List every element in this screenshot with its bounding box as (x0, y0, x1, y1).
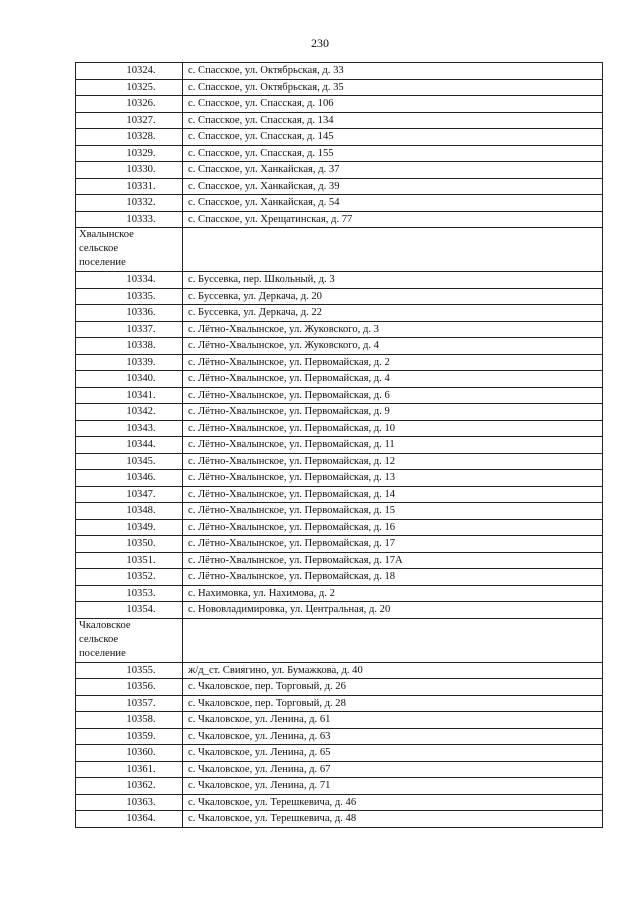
row-number: 10334. (76, 272, 183, 289)
row-number: 10329. (76, 145, 183, 162)
row-number: 10341. (76, 387, 183, 404)
row-number: 10326. (76, 96, 183, 113)
row-number: 10350. (76, 536, 183, 553)
row-address: с. Лётно-Хвалынское, ул. Первомайская, д. 6 (183, 387, 603, 404)
table-row (76, 387, 603, 404)
table-row (76, 420, 603, 437)
row-number: 10364. (76, 811, 183, 828)
row-address: с. Спасское, ул. Ханкайская, д. 37 (183, 162, 603, 179)
row-address: с. Лётно-Хвалынское, ул. Первомайская, д. 14 (183, 486, 603, 503)
row-number: 10330. (76, 162, 183, 179)
row-address: с. Спасское, ул. Октябрьская, д. 35 (183, 79, 603, 96)
row-address: с. Лётно-Хвалынское, ул. Первомайская, д. 10 (183, 420, 603, 437)
table-row (76, 503, 603, 520)
row-number: 10348. (76, 503, 183, 520)
table-row (76, 321, 603, 338)
table-row (76, 211, 603, 228)
row-address: с. Нововладимировка, ул. Центральная, д. 20 (183, 602, 603, 619)
table-row (76, 354, 603, 371)
section-name-line: поселение (79, 257, 126, 268)
table-row (76, 272, 603, 289)
row-address: с. Спасское, ул. Октябрьская, д. 33 (183, 63, 603, 80)
table-row (76, 79, 603, 96)
section-name-line: поселение (79, 647, 126, 659)
row-address: с. Чкаловское, ул. Ленина, д. 67 (183, 761, 603, 778)
page-number: 230 (311, 36, 329, 50)
row-number: 10340. (76, 371, 183, 388)
row-number: 10346. (76, 470, 183, 487)
row-number: 10357. (76, 695, 183, 712)
address-table (75, 62, 603, 828)
table-row (76, 305, 603, 322)
row-number: 10332. (76, 195, 183, 212)
row-address: с. Лётно-Хвалынское, ул. Первомайская, д. 17А (183, 552, 603, 569)
table-row (76, 679, 603, 696)
table-row (76, 486, 603, 503)
row-address: с. Лётно-Хвалынское, ул. Первомайская, д. 18 (183, 569, 603, 586)
row-address: с. Буссевка, ул. Деркача, д. 22 (183, 305, 603, 322)
row-number: 10337. (76, 321, 183, 338)
section-name (76, 618, 183, 662)
table-row (76, 178, 603, 195)
table-row (76, 519, 603, 536)
row-number: 10363. (76, 794, 183, 811)
row-number: 10361. (76, 761, 183, 778)
row-number: 10360. (76, 745, 183, 762)
row-address: с. Лётно-Хвалынское, ул. Первомайская, д. 15 (183, 503, 603, 520)
row-address: с. Лётно-Хвалынское, ул. Первомайская, д. 12 (183, 453, 603, 470)
row-number: 10335. (76, 288, 183, 305)
row-number: 10344. (76, 437, 183, 454)
row-number: 10353. (76, 585, 183, 602)
row-number: 10325. (76, 79, 183, 96)
row-address: с. Лётно-Хвалынское, ул. Жуковского, д. 3 (183, 321, 603, 338)
row-address: с. Лётно-Хвалынское, ул. Первомайская, д. 9 (183, 404, 603, 421)
table-row (76, 662, 603, 679)
row-address: с. Чкаловское, пер. Торговый, д. 26 (183, 679, 603, 696)
section-header-row (76, 618, 603, 662)
table-row (76, 338, 603, 355)
table-row (76, 712, 603, 729)
row-address: с. Нахимовка, ул. Нахимова, д. 2 (183, 585, 603, 602)
table-row (76, 536, 603, 553)
row-address: с. Чкаловское, ул. Ленина, д. 71 (183, 778, 603, 795)
row-address: с. Лётно-Хвалынское, ул. Первомайская, д. 2 (183, 354, 603, 371)
row-number: 10349. (76, 519, 183, 536)
row-address: с. Чкаловское, пер. Торговый, д. 28 (183, 695, 603, 712)
row-number: 10328. (76, 129, 183, 146)
row-number: 10327. (76, 112, 183, 129)
table-row (76, 778, 603, 795)
row-address: с. Спасское, ул. Ханкайская, д. 54 (183, 195, 603, 212)
row-address: с. Спасское, ул. Спасская, д. 134 (183, 112, 603, 129)
row-address: с. Чкаловское, ул. Терешкевича, д. 48 (183, 811, 603, 828)
table-row (76, 470, 603, 487)
row-number: 10345. (76, 453, 183, 470)
row-number: 10339. (76, 354, 183, 371)
row-number: 10333. (76, 211, 183, 228)
row-address: с. Спасское, ул. Хрещатинская, д. 77 (183, 211, 603, 228)
table-row (76, 745, 603, 762)
section-header-row (76, 228, 603, 272)
row-number: 10347. (76, 486, 183, 503)
table-row (76, 195, 603, 212)
table-row (76, 695, 603, 712)
table-row (76, 794, 603, 811)
table-row (76, 569, 603, 586)
table-row (76, 145, 603, 162)
table-row (76, 761, 603, 778)
row-address: с. Буссевка, пер. Школьный, д. 3 (183, 272, 603, 289)
row-address: с. Лётно-Хвалынское, ул. Жуковского, д. 4 (183, 338, 603, 355)
table-row (76, 129, 603, 146)
section-name-line: Чкаловское (79, 619, 131, 631)
row-number: 10336. (76, 305, 183, 322)
table-row (76, 437, 603, 454)
row-address: с. Лётно-Хвалынское, ул. Первомайская, д. 11 (183, 437, 603, 454)
table-row (76, 585, 603, 602)
row-number: 10354. (76, 602, 183, 619)
table-row (76, 162, 603, 179)
section-name (76, 228, 183, 272)
row-address: ж/д_ст. Свиягино, ул. Бумажкова, д. 40 (183, 662, 603, 679)
table-row (76, 552, 603, 569)
row-number: 10342. (76, 404, 183, 421)
row-address: с. Лётно-Хвалынское, ул. Первомайская, д. 4 (183, 371, 603, 388)
row-number: 10352. (76, 569, 183, 586)
table-row (76, 404, 603, 421)
row-number: 10343. (76, 420, 183, 437)
section-empty-cell (183, 618, 603, 662)
row-address: с. Спасское, ул. Ханкайская, д. 39 (183, 178, 603, 195)
section-empty-cell (183, 228, 603, 272)
row-number: 10362. (76, 778, 183, 795)
row-number: 10359. (76, 728, 183, 745)
row-address: с. Чкаловское, ул. Терешкевича, д. 46 (183, 794, 603, 811)
row-number: 10324. (76, 63, 183, 80)
section-name-line: сельское (79, 243, 119, 254)
row-address: с. Чкаловское, ул. Ленина, д. 61 (183, 712, 603, 729)
row-address: с. Лётно-Хвалынское, ул. Первомайская, д. 17 (183, 536, 603, 553)
table-row (76, 811, 603, 828)
row-number: 10338. (76, 338, 183, 355)
row-number: 10358. (76, 712, 183, 729)
row-address: с. Чкаловское, ул. Ленина, д. 63 (183, 728, 603, 745)
section-name-line: Хвалынское (79, 229, 134, 240)
table-row (76, 728, 603, 745)
row-address: с. Лётно-Хвалынское, ул. Первомайская, д. 13 (183, 470, 603, 487)
table-row (76, 96, 603, 113)
table-row (76, 288, 603, 305)
table-row (76, 371, 603, 388)
row-address: с. Спасское, ул. Спасская, д. 106 (183, 96, 603, 113)
row-address: с. Буссевка, ул. Деркача, д. 20 (183, 288, 603, 305)
row-address: с. Чкаловское, ул. Ленина, д. 65 (183, 745, 603, 762)
row-number: 10331. (76, 178, 183, 195)
row-number: 10356. (76, 679, 183, 696)
address-table-body (76, 63, 603, 828)
row-number: 10351. (76, 552, 183, 569)
row-address: с. Спасское, ул. Спасская, д. 155 (183, 145, 603, 162)
row-number: 10355. (76, 662, 183, 679)
table-row (76, 602, 603, 619)
table-row (76, 453, 603, 470)
row-address: с. Спасское, ул. Спасская, д. 145 (183, 129, 603, 146)
section-name-line: сельское (79, 633, 119, 645)
table-row (76, 63, 603, 80)
row-address: с. Лётно-Хвалынское, ул. Первомайская, д. 16 (183, 519, 603, 536)
table-row (76, 112, 603, 129)
